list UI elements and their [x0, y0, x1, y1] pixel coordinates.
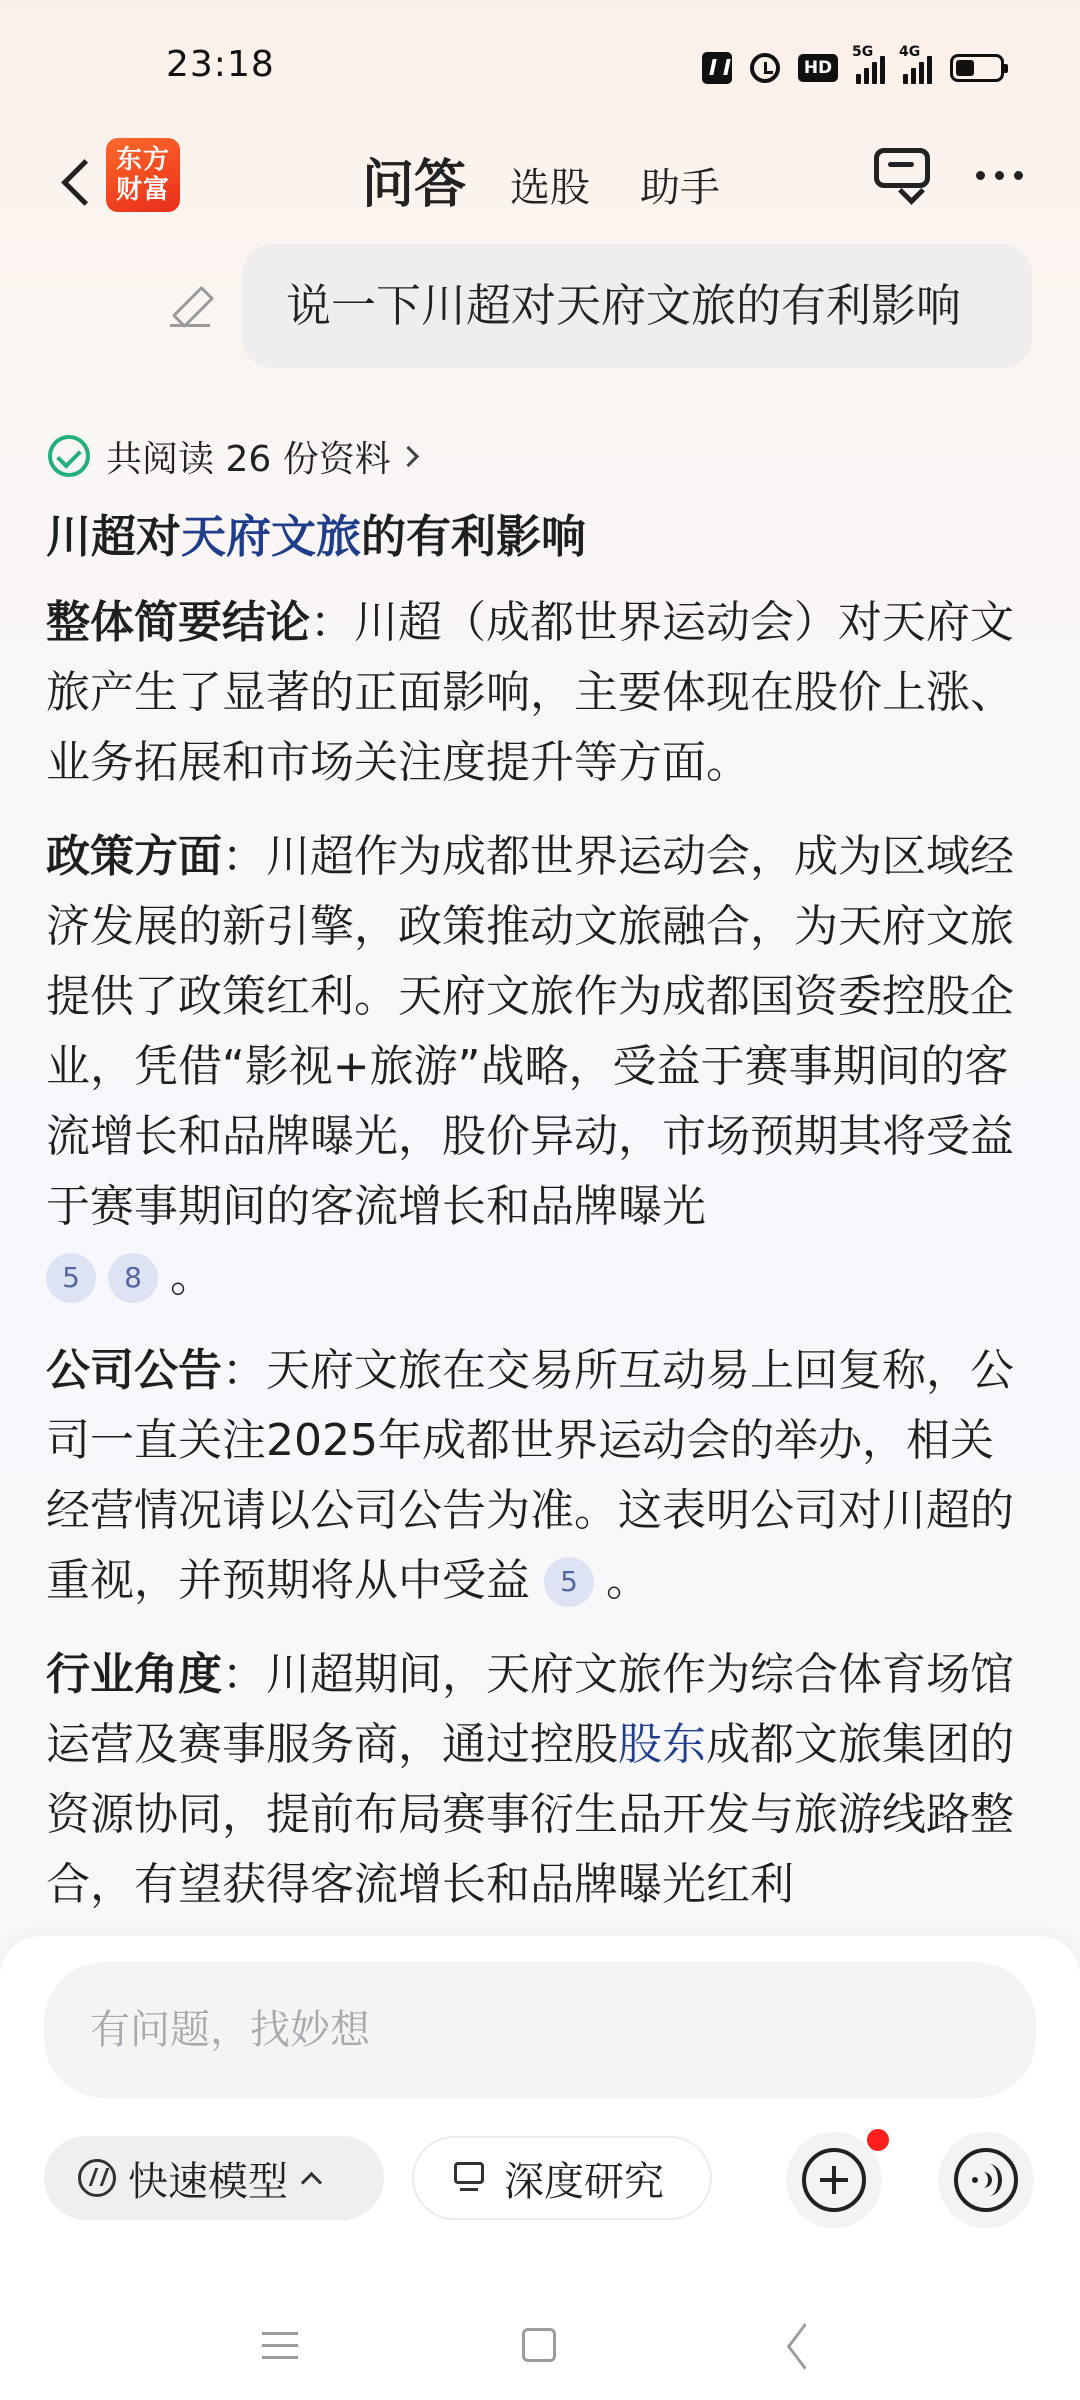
- answer-body: [46, 588, 1036, 1944]
- nfc-icon: [702, 52, 732, 84]
- chevron-up-icon: [301, 2171, 322, 2192]
- tab-stock-picker[interactable]: 选股: [510, 165, 590, 211]
- paragraph-text: 成都文旅集团的资源协同，提前布局赛事衍生品开发与旅游线路整合，有望获得客流增长和品牌曝光红利: [46, 1719, 1014, 1910]
- paragraph-heading: 公司公告: [46, 1345, 222, 1396]
- fast-model-label: 快速模型: [128, 2158, 288, 2205]
- paragraph-heading: 政策方面: [46, 831, 222, 882]
- more-options-icon[interactable]: [976, 160, 1036, 190]
- system-back-icon[interactable]: [782, 2326, 822, 2366]
- status-bar: [0, 0, 1080, 130]
- paragraph-heading: 整体简要结论: [46, 597, 310, 648]
- paragraph-text: ：川超（成都世界运动会）对天府文旅产生了显著的正面影响，主要体现在股价上涨、业务拓展和市场关注度提升等方面。: [46, 597, 1014, 788]
- home-icon[interactable]: [522, 2328, 556, 2362]
- research-icon: [450, 2160, 490, 2196]
- alarm-icon: [750, 53, 780, 83]
- paragraph-heading: 行业角度: [46, 1649, 222, 1700]
- deep-research-label: 深度研究: [504, 2158, 664, 2205]
- battery-icon: [950, 54, 1004, 82]
- recent-apps-icon[interactable]: [262, 2330, 300, 2362]
- logo-line-1: 东方: [115, 145, 170, 175]
- paragraph-end: 。: [606, 1555, 650, 1606]
- paragraph-text: ：天府文旅在交易所互动易上回复称，公司一直关注2025年成都世界运动会的举办，相关经营情况请以公司公告为准。这表明公司对川超的重视，并预期将从中受益: [46, 1345, 1014, 1606]
- app-header: [0, 130, 1080, 230]
- back-arrow-icon[interactable]: [54, 150, 108, 210]
- 5g-signal-icon: [852, 44, 885, 84]
- citation-badge[interactable]: 5: [46, 1253, 96, 1303]
- answer-paragraph-announcement: [46, 1336, 1036, 1616]
- sources-read-text: 共阅读 26 份资料: [106, 438, 391, 480]
- edit-question-icon[interactable]: [170, 284, 214, 328]
- status-time: 23:18: [166, 44, 275, 85]
- lightning-icon: [78, 2159, 116, 2197]
- answer-title-highlight[interactable]: 天府文旅: [181, 510, 362, 563]
- answer-paragraph-policy: [46, 822, 1036, 1312]
- tab-assistant[interactable]: 助手: [640, 165, 720, 211]
- notification-dot: [864, 2126, 892, 2154]
- answer-title-prefix: 川超对: [46, 510, 182, 563]
- answer-paragraph-industry: [46, 1640, 1036, 1920]
- citation-badge[interactable]: 5: [544, 1557, 594, 1607]
- citation-badge[interactable]: 8: [108, 1253, 158, 1303]
- question-input[interactable]: 有问题，找妙想: [44, 1962, 1036, 2098]
- 5g-label: 5G: [852, 44, 874, 60]
- tab-qa[interactable]: 问答: [362, 155, 467, 215]
- deep-research-button[interactable]: [412, 2136, 712, 2220]
- answer-paragraph-summary: [46, 588, 1036, 798]
- check-circle-icon: [48, 435, 90, 477]
- composer-panel: [0, 1936, 1080, 2236]
- user-message-bubble: 说一下川超对天府文旅的有利影响: [242, 244, 1032, 368]
- answer-title-suffix: 的有利影响: [361, 510, 587, 563]
- hd-voice-icon: HD: [798, 54, 838, 82]
- system-nav-bar: [0, 2236, 1080, 2400]
- app-logo: [106, 138, 180, 212]
- status-icons: [702, 44, 1004, 88]
- 4g-signal-icon: [899, 44, 932, 84]
- shareholder-link[interactable]: 股东: [618, 1719, 706, 1770]
- 4g-label: 4G: [899, 44, 921, 60]
- battery-fill: [956, 60, 974, 76]
- paragraph-text: ：川超作为成都世界运动会，成为区域经济发展的新引擎，政策推动文旅融合，为天府文旅提供了政策红利。天府文旅作为成都国资委控股企业，凭借“影视+旅游”战略，受益于赛事期间的客流增长和品牌曝光，股价异动，市场预期其将受益于赛事期间的客流增长和品牌曝光: [46, 831, 1014, 1232]
- answer-title: [46, 500, 586, 565]
- fast-model-selector[interactable]: [44, 2136, 384, 2220]
- sources-read-link[interactable]: [48, 430, 416, 482]
- paragraph-text: ：川超期间，天府文旅作为综合体育场馆运营及赛事服务商，通过控股: [46, 1649, 1014, 1770]
- voice-input-button[interactable]: [938, 2132, 1034, 2228]
- logo-line-2: 财富: [115, 175, 170, 205]
- chevron-right-icon: [398, 445, 419, 466]
- feedback-icon[interactable]: [874, 146, 932, 204]
- paragraph-end: 。: [170, 1251, 214, 1302]
